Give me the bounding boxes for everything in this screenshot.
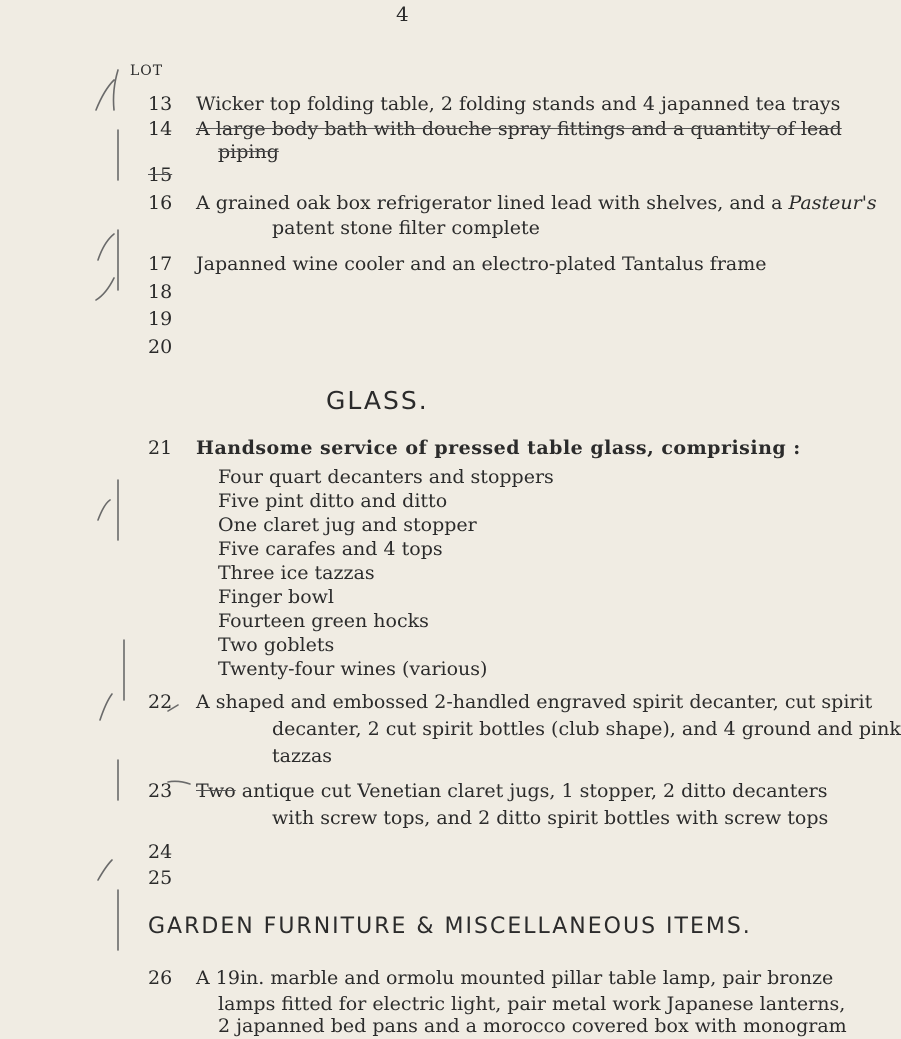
list-item: Four quart decanters and stoppers [218, 466, 554, 488]
lot-17 [148, 252, 767, 277]
lot-description-italic: Pasteur's [788, 192, 877, 214]
lot-23 [148, 779, 827, 804]
list-item: Five carafes and 4 tops [218, 538, 443, 560]
lot-26-continuation: 2 japanned bed pans and a morocco covered box with monogram [218, 1015, 847, 1037]
lot-number: 20 [148, 336, 173, 358]
lot-description: A grained oak box refrigerator lined lead with shelves, and a [196, 192, 789, 214]
lot-number: 21 [148, 437, 173, 459]
section-heading-garden: GARDEN FURNITURE & MISCELLANEOUS ITEMS. [148, 914, 752, 939]
lot-description-struck: Two [196, 780, 236, 802]
lot-description: A shaped and embossed 2-handled engraved spirit decanter, cut spirit [196, 691, 873, 713]
lot-number: 16 [148, 192, 173, 214]
lot-number: 17 [148, 253, 173, 275]
lot-number: 18 [148, 281, 173, 303]
page-number: 4 [396, 2, 409, 26]
lot-number: 25 [148, 867, 173, 889]
list-item: Two goblets [218, 634, 335, 656]
lot-16 [148, 191, 877, 216]
lot-number: 13 [148, 93, 173, 115]
lot-26 [148, 966, 833, 991]
lot-description: A large body bath with douche spray fittings and a quantity of lead [196, 118, 842, 140]
lot-number: 23 [148, 780, 173, 802]
lot-title: Handsome service of pressed table glass, comprising : [196, 437, 801, 459]
lot-number: 14 [148, 118, 173, 140]
lot-description-cont: piping [218, 141, 279, 163]
lot-number: 24 [148, 841, 173, 863]
lot-16-continuation: patent stone filter complete [272, 217, 540, 239]
lot-description: Japanned wine cooler and an electro-plated Tantalus frame [196, 253, 767, 275]
lot-number: 19 [148, 308, 173, 330]
list-item: One claret jug and stopper [218, 514, 477, 536]
list-item: Twenty-four wines (various) [218, 658, 488, 680]
list-item: Fourteen green hocks [218, 610, 429, 632]
lot-24 [148, 840, 196, 865]
lot-number: 15 [148, 164, 173, 186]
lot-14-continuation [218, 140, 279, 165]
lot-description: antique cut Venetian claret jugs, 1 stopper, 2 ditto decanters [235, 780, 828, 802]
lot-18 [148, 280, 196, 305]
lot-19 [148, 307, 196, 332]
lot-26-continuation: lamps fitted for electric light, pair metal work Japanese lanterns, [218, 993, 846, 1015]
lot-23-continuation: with screw tops, and 2 ditto spirit bottles with screw tops [272, 807, 829, 829]
lot-14 [148, 117, 842, 142]
lot-column-header: LOT [130, 63, 164, 79]
lot-22-continuation: tazzas [272, 745, 333, 767]
lot-22 [148, 690, 872, 715]
lot-description: A 19in. marble and ormolu mounted pillar table lamp, pair bronze [196, 967, 834, 989]
lot-22-continuation: decanter, 2 cut spirit bottles (club shape), and 4 ground and pink [272, 718, 901, 740]
lot-25 [148, 866, 196, 891]
lot-number: 22 [148, 691, 173, 713]
lot-description: Wicker top folding table, 2 folding stands and 4 japanned tea trays [196, 93, 841, 115]
list-item: Five pint ditto and ditto [218, 490, 448, 512]
section-heading-glass: GLASS. [326, 386, 429, 415]
lot-15 [148, 163, 196, 188]
lot-number: 26 [148, 967, 173, 989]
lot-20 [148, 335, 196, 360]
list-item: Finger bowl [218, 586, 334, 608]
list-item: Three ice tazzas [218, 562, 375, 584]
lot-13 [148, 92, 840, 117]
lot-21 [148, 436, 801, 461]
